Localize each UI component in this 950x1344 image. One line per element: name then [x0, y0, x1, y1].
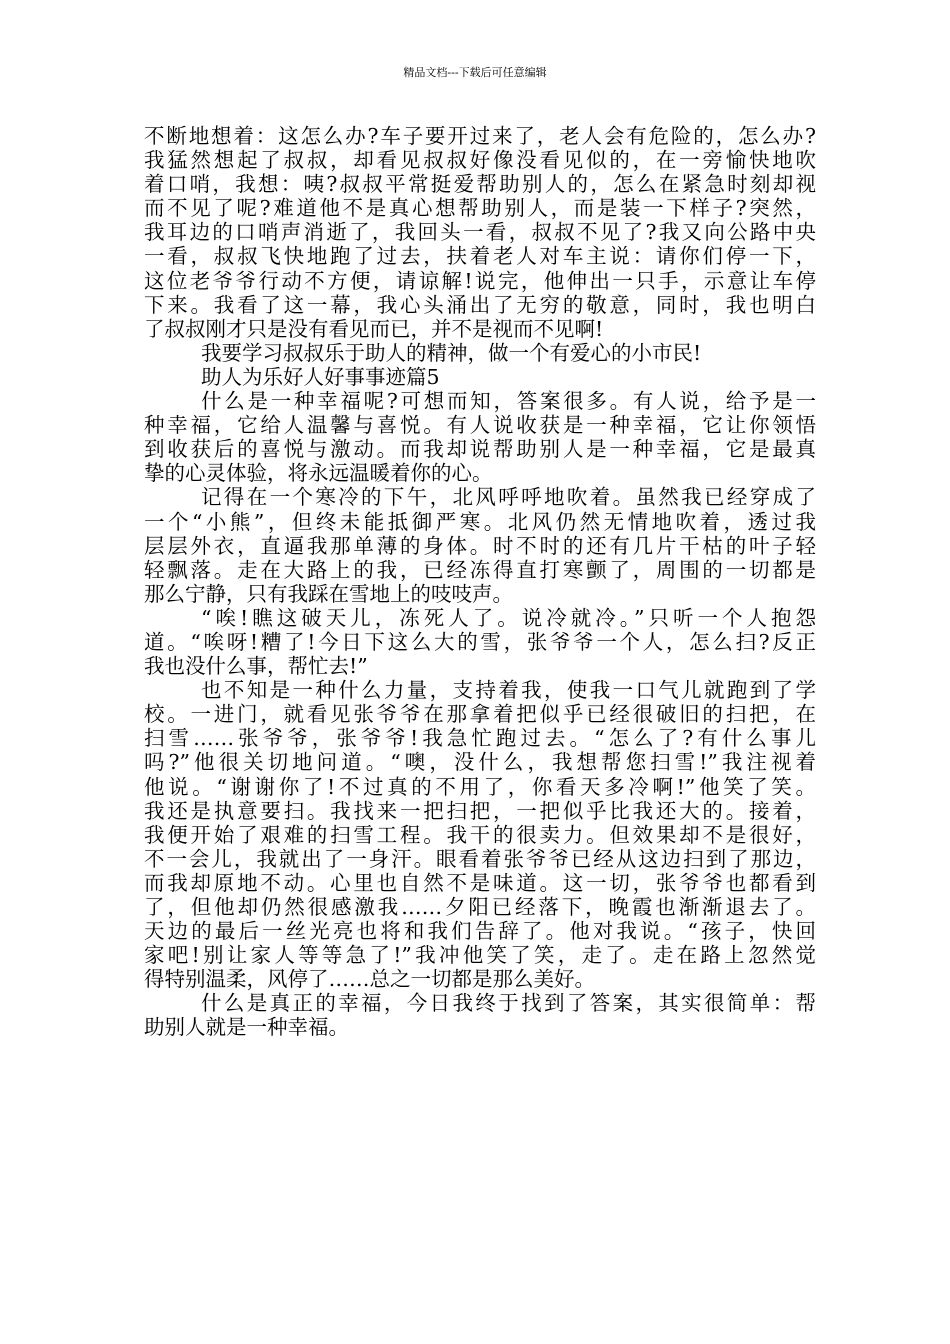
- text-line: 而我却原地不动。心里也自然不是味道。这一切，张爷爷也都看到: [144, 870, 816, 895]
- text-line: 我还是执意要扫。我找来一把扫把，一把似乎比我还大的。接着，: [144, 798, 816, 823]
- text-line: 天边的最后一丝光亮也将和我们告辞了。他对我说。“孩子，快回: [144, 919, 816, 944]
- text-line: 到收获后的喜悦与激动。而我却说帮助别人是一种幸福，它是最真: [144, 437, 816, 462]
- text-line: 扫雪……张爷爷，张爷爷!我急忙跑过去。“怎么了?有什么事儿: [144, 726, 816, 751]
- text-line: 我要学习叔叔乐于助人的精神，做一个有爱心的小市民!: [201, 340, 702, 365]
- text-line: 一个“小熊”，但终未能抵御严寒。北风仍然无情地吹着，透过我: [144, 509, 816, 534]
- document-body: [144, 124, 816, 1040]
- text-line: 这位老爷爷行动不方便，请谅解!说完，他伸出一只手，示意让车停: [144, 268, 816, 293]
- text-line: 不断地想着：这怎么办?车子要开过来了，老人会有危险的，怎么办?: [144, 124, 816, 148]
- text-line: 助别人就是一种幸福。: [144, 1015, 349, 1040]
- text-line: 家吧!别让家人等等急了!”我冲他笑了笑，走了。走在路上忽然觉: [144, 943, 816, 968]
- text-line: 了叔叔刚才只是没有看见而已，并不是视而不见啊!: [144, 316, 604, 341]
- text-line: 他说。“谢谢你了!不过真的不用了，你看天多冷啊!”他笑了笑。: [144, 774, 816, 799]
- text-line: 也不知是一种什么力量，支持着我，使我一口气儿就跑到了学: [201, 678, 816, 703]
- text-line: 我便开始了艰难的扫雪工程。我干的很卖力。但效果却不是很好，: [144, 822, 816, 847]
- text-line: 下来。我看了这一幕，我心头涌出了无穷的敬意，同时，我也明白: [144, 292, 816, 317]
- text-line: 种幸福，它给人温馨与喜悦。有人说收获是一种幸福，它让你领悟: [144, 413, 816, 438]
- text-line: 挚的心灵体验，将永远温暖着你的心。: [144, 461, 493, 486]
- text-line: 什么是一种幸福呢?可想而知，答案很多。有人说，给予是一: [201, 389, 816, 414]
- text-line: 助人为乐好人好事事迹篇5: [201, 364, 440, 389]
- text-line: 着口哨，我想：咦?叔叔平常挺爱帮助别人的，怎么在紧急时刻却视: [144, 172, 816, 197]
- text-line: 层层外衣，直逼我那单薄的身体。时不时的还有几片干枯的叶子轻: [144, 533, 816, 558]
- text-line: 那么宁静，只有我踩在雪地上的吱吱声。: [144, 581, 513, 606]
- text-line: 校。一进门，就看见张爷爷在那拿着把似乎已经很破旧的扫把，在: [144, 702, 816, 727]
- text-line: 我也没什么事，帮忙去!”: [144, 654, 368, 679]
- text-line: 我猛然想起了叔叔，却看见叔叔好像没看见似的，在一旁愉快地吹: [144, 148, 816, 173]
- text-line: “唉!瞧这破天儿，冻死人了。说冷就冷。”只听一个人抱怨: [201, 605, 816, 630]
- page-header: 精品文档---下载后可任意编辑: [403, 66, 547, 79]
- text-line: 我耳边的口哨声消逝了，我回头一看，叔叔不见了?我又向公路中央: [144, 220, 816, 245]
- text-line: 吗?”他很关切地问道。“噢，没什么，我想帮您扫雪!”我注视着: [144, 750, 816, 775]
- text-line: 而不见了呢?难道他不是真心想帮助别人，而是装一下样子?突然，: [144, 196, 816, 221]
- text-line: 一看，叔叔飞快地跑了过去，扶着老人对车主说：请你们停一下，: [144, 244, 816, 269]
- text-line: 道。“唉呀!糟了!今日下这么大的雪，张爷爷一个人，怎么扫?反正: [144, 629, 816, 654]
- text-line: 轻飘落。走在大路上的我，已经冻得直打寒颤了，周围的一切都是: [144, 557, 816, 582]
- text-line: 记得在一个寒冷的下午，北风呼呼地吹着。虽然我已经穿成了: [201, 485, 816, 510]
- text-line: 不一会儿，我就出了一身汗。眼看着张爷爷已经从这边扫到了那边，: [144, 846, 816, 871]
- text-line: 什么是真正的幸福，今日我终于找到了答案，其实很简单：帮: [201, 991, 816, 1016]
- text-line: 了，但他却仍然很感激我……夕阳已经落下，晚霞也渐渐退去了。: [144, 895, 816, 919]
- text-line: 得特别温柔，风停了……总之一切都是那么美好。: [144, 967, 595, 992]
